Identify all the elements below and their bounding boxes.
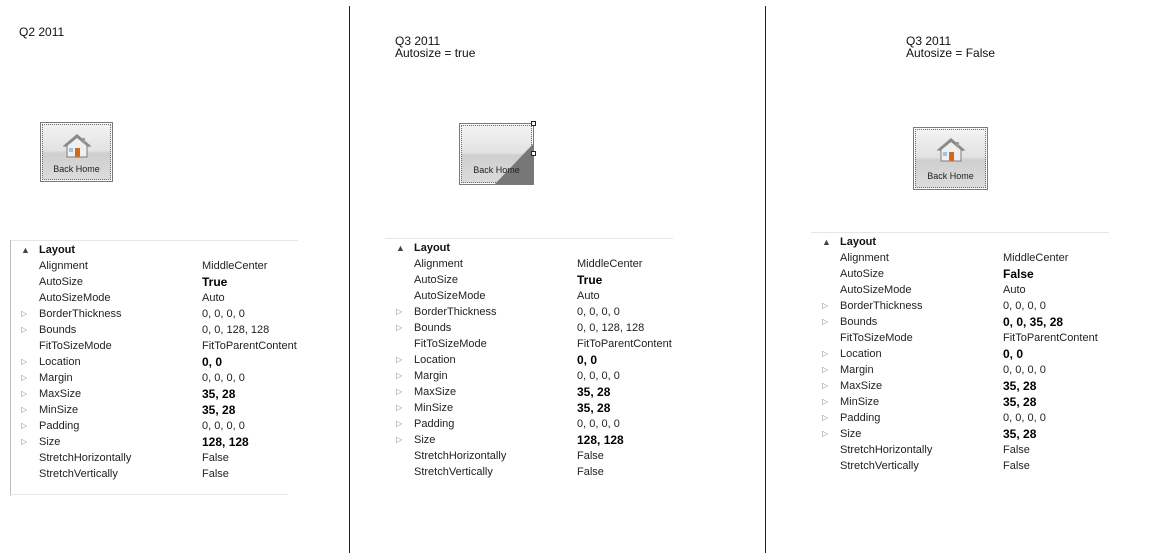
panel-heading xyxy=(906,35,995,59)
property-value[interactable]: True xyxy=(577,273,603,287)
grid-bottom-border xyxy=(10,494,288,495)
property-value[interactable]: MiddleCenter xyxy=(1003,252,1069,264)
property-name: Bounds xyxy=(414,322,452,334)
property-name: MaxSize xyxy=(39,388,82,400)
expand-icon[interactable]: ▷ xyxy=(822,429,829,438)
expand-icon[interactable]: ▷ xyxy=(396,355,403,364)
back-home-button[interactable] xyxy=(459,123,534,185)
property-value[interactable]: 0, 0 xyxy=(1003,347,1024,361)
property-value[interactable]: MiddleCenter xyxy=(202,260,268,272)
panel-divider xyxy=(349,6,350,553)
property-name: Margin xyxy=(414,370,448,382)
property-value[interactable]: Auto xyxy=(202,292,225,304)
expand-icon[interactable]: ▷ xyxy=(822,349,829,358)
property-grid xyxy=(385,238,675,488)
expand-icon[interactable]: ▷ xyxy=(822,413,829,422)
back-home-button[interactable] xyxy=(40,122,113,182)
heading-line: Q3 2011 xyxy=(906,34,952,48)
expand-icon[interactable]: ▷ xyxy=(21,405,28,414)
button-label: Back Home xyxy=(53,164,100,174)
expand-icon[interactable]: ▷ xyxy=(21,437,28,446)
property-name: Location xyxy=(39,356,81,368)
expand-icon[interactable]: ▷ xyxy=(396,323,403,332)
property-grid xyxy=(811,222,1111,477)
expand-icon[interactable]: ▷ xyxy=(396,387,403,396)
property-name: AutoSizeMode xyxy=(414,290,486,302)
property-value[interactable]: 0, 0 xyxy=(202,355,223,369)
expand-icon[interactable]: ▷ xyxy=(822,397,829,406)
button-label: Back Home xyxy=(927,171,974,181)
property-value[interactable]: True xyxy=(202,275,228,289)
property-name: Alignment xyxy=(414,258,463,270)
panel-divider xyxy=(765,6,766,553)
category-label: Layout xyxy=(840,236,877,248)
property-value[interactable]: 128, 128 xyxy=(577,433,624,447)
property-name: Location xyxy=(414,354,456,366)
property-value[interactable]: 0, 0 xyxy=(577,353,598,367)
property-name: Alignment xyxy=(39,260,88,272)
home-icon xyxy=(62,133,92,159)
property-grid xyxy=(10,240,300,496)
property-name: Padding xyxy=(414,418,455,430)
property-value[interactable]: 0, 0, 0, 0 xyxy=(1003,412,1046,424)
property-name: Bounds xyxy=(39,324,77,336)
property-value[interactable]: FitToParentContent xyxy=(202,340,297,352)
property-name: FitToSizeMode xyxy=(414,338,487,350)
property-value[interactable]: 0, 0, 0, 0 xyxy=(577,370,620,382)
heading-line: Autosize = true xyxy=(395,46,476,60)
heading-line: Q3 2011 xyxy=(395,34,441,48)
property-value[interactable]: 0, 0, 128, 128 xyxy=(202,324,270,336)
property-value[interactable]: False xyxy=(1003,267,1034,281)
category-label: Layout xyxy=(414,242,451,254)
property-name: StretchHorizontally xyxy=(414,450,507,462)
property-value[interactable]: 35, 28 xyxy=(577,401,611,415)
property-name: Location xyxy=(840,348,882,360)
resize-handle[interactable] xyxy=(531,151,536,156)
category-label: Layout xyxy=(39,244,76,256)
expand-icon[interactable]: ▷ xyxy=(21,357,28,366)
property-name: Size xyxy=(840,428,862,440)
grid-top-border xyxy=(10,240,298,241)
property-name: Padding xyxy=(840,412,881,424)
property-name: Bounds xyxy=(840,316,878,328)
expand-icon[interactable]: ▷ xyxy=(21,373,28,382)
property-name: MinSize xyxy=(39,404,79,416)
panel-heading xyxy=(19,26,64,38)
property-name: BorderThickness xyxy=(414,306,497,318)
collapse-icon[interactable]: ▲ xyxy=(822,237,831,247)
property-name: BorderThickness xyxy=(39,308,122,320)
collapse-icon[interactable]: ▲ xyxy=(396,243,405,253)
collapse-icon[interactable]: ▲ xyxy=(21,245,30,255)
heading-line: Q2 2011 xyxy=(19,25,65,39)
property-value[interactable]: 0, 0, 0, 0 xyxy=(202,308,245,320)
property-name: Padding xyxy=(39,420,80,432)
property-value[interactable]: 0, 0, 35, 28 xyxy=(1003,315,1064,329)
property-value[interactable]: 0, 0, 0, 0 xyxy=(577,306,620,318)
expand-icon[interactable]: ▷ xyxy=(396,371,403,380)
property-value[interactable]: 0, 0, 0, 0 xyxy=(202,420,245,432)
resize-selection-overlay xyxy=(495,144,533,184)
property-name: AutoSizeMode xyxy=(39,292,111,304)
property-name: Size xyxy=(414,434,436,446)
expand-icon[interactable]: ▷ xyxy=(21,309,28,318)
property-name: Margin xyxy=(39,372,73,384)
resize-handle[interactable] xyxy=(531,121,536,126)
expand-icon[interactable]: ▷ xyxy=(21,325,28,334)
property-value[interactable]: 128, 128 xyxy=(202,435,249,449)
property-value[interactable]: False xyxy=(577,450,604,462)
heading-line: Autosize = False xyxy=(906,46,996,60)
expand-icon[interactable]: ▷ xyxy=(822,317,829,326)
property-value[interactable]: 0, 0, 128, 128 xyxy=(577,322,645,334)
property-name: AutoSizeMode xyxy=(840,284,912,296)
property-value[interactable]: False xyxy=(202,452,229,464)
property-value[interactable]: 35, 28 xyxy=(1003,427,1037,441)
property-value[interactable]: Auto xyxy=(577,290,600,302)
property-value[interactable]: FitToParentContent xyxy=(577,338,672,350)
property-name: MinSize xyxy=(840,396,880,408)
expand-icon[interactable]: ▷ xyxy=(822,381,829,390)
property-value[interactable]: 35, 28 xyxy=(202,387,236,401)
property-value[interactable]: False xyxy=(1003,460,1030,472)
property-name: FitToSizeMode xyxy=(39,340,112,352)
property-value[interactable]: FitToParentContent xyxy=(1003,332,1098,344)
property-name: Margin xyxy=(840,364,874,376)
expand-icon[interactable]: ▷ xyxy=(21,421,28,430)
property-value[interactable]: 0, 0, 0, 0 xyxy=(577,418,620,430)
property-name: StretchVertically xyxy=(840,460,919,472)
back-home-button[interactable] xyxy=(913,127,988,190)
property-name: Alignment xyxy=(840,252,889,264)
property-name: Size xyxy=(39,436,61,448)
expand-icon[interactable]: ▷ xyxy=(396,403,403,412)
property-name: StretchHorizontally xyxy=(39,452,132,464)
property-value[interactable]: 0, 0, 0, 0 xyxy=(202,372,245,384)
property-value[interactable]: 35, 28 xyxy=(1003,395,1037,409)
property-value[interactable]: 35, 28 xyxy=(577,385,611,399)
property-value[interactable]: False xyxy=(1003,444,1030,456)
property-name: MaxSize xyxy=(414,386,457,398)
property-name: AutoSize xyxy=(840,268,885,280)
expand-icon[interactable]: ▷ xyxy=(21,389,28,398)
property-name: StretchVertically xyxy=(414,466,493,478)
property-value[interactable]: 0, 0, 0, 0 xyxy=(1003,364,1046,376)
property-value[interactable]: Auto xyxy=(1003,284,1026,296)
property-value[interactable]: False xyxy=(577,466,604,478)
property-value[interactable]: MiddleCenter xyxy=(577,258,643,270)
property-value[interactable]: 35, 28 xyxy=(1003,379,1037,393)
grid-top-border xyxy=(811,232,1109,233)
expand-icon[interactable]: ▷ xyxy=(822,301,829,310)
property-value[interactable]: False xyxy=(202,468,229,480)
property-name: MaxSize xyxy=(840,380,883,392)
property-name: StretchHorizontally xyxy=(840,444,933,456)
property-name: AutoSize xyxy=(414,274,459,286)
property-name: BorderThickness xyxy=(840,300,923,312)
expand-icon[interactable]: ▷ xyxy=(396,435,403,444)
property-value[interactable]: 35, 28 xyxy=(202,403,236,417)
property-name: StretchVertically xyxy=(39,468,118,480)
property-value[interactable]: 0, 0, 0, 0 xyxy=(1003,300,1046,312)
button-label: Back Home xyxy=(473,165,520,175)
expand-icon[interactable]: ▷ xyxy=(822,365,829,374)
expand-icon[interactable]: ▷ xyxy=(396,307,403,316)
grid-top-border xyxy=(385,238,673,239)
property-name: FitToSizeMode xyxy=(840,332,913,344)
home-icon xyxy=(936,137,966,163)
property-name: MinSize xyxy=(414,402,454,414)
clipped-property-name xyxy=(840,222,843,229)
property-name: AutoSize xyxy=(39,276,84,288)
grid-left-border xyxy=(10,240,11,496)
expand-icon[interactable]: ▷ xyxy=(396,419,403,428)
panel-heading xyxy=(395,35,475,59)
